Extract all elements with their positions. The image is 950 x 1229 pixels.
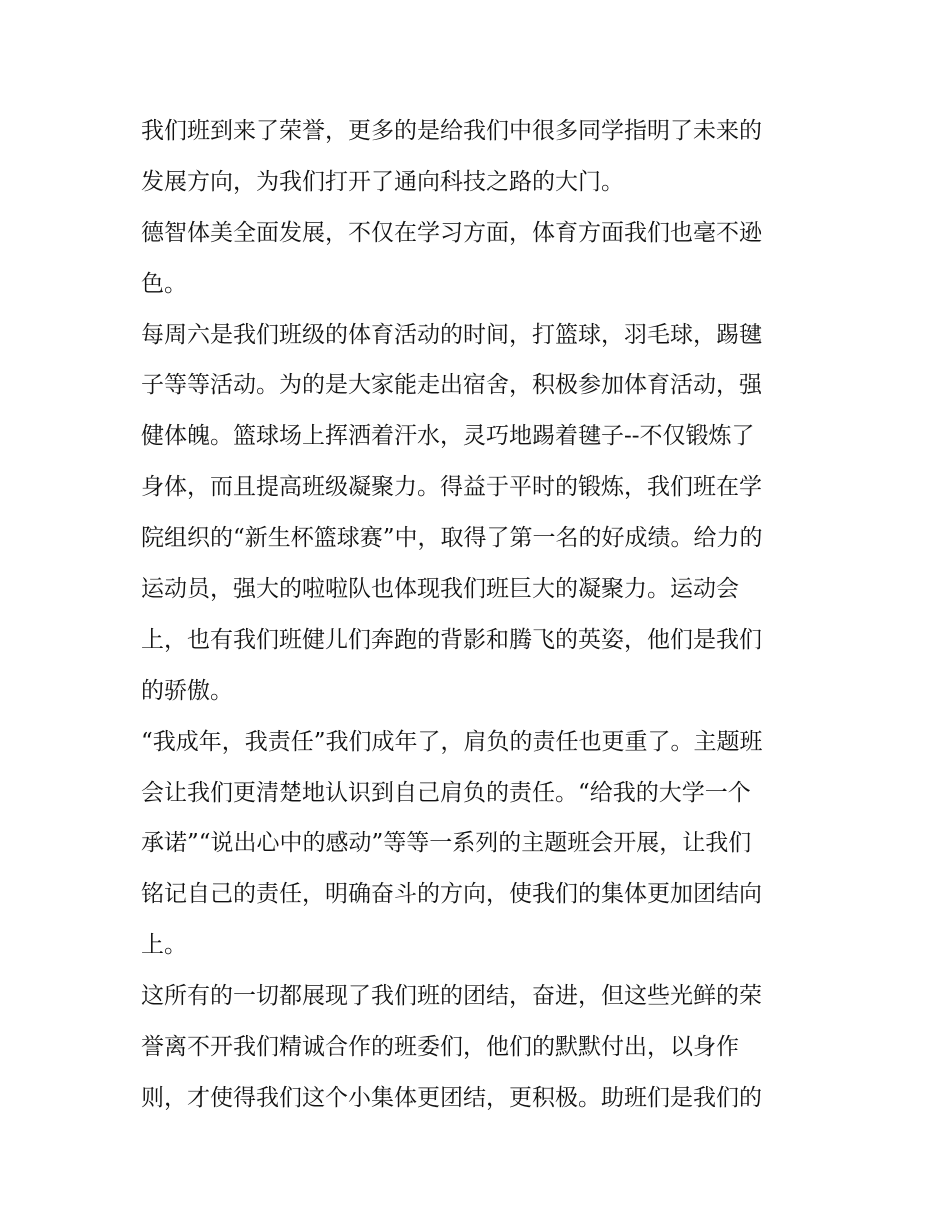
text-line: 我们班到来了荣誉，更多的是给我们中很多同学指明了未来的 — [141, 118, 762, 144]
text-line: 身体，而且提高班级凝聚力。得益于平时的锻炼，我们班在学 — [141, 474, 762, 501]
text-line: 承诺”“说出心中的感动”等等一系列的主题班会开展，让我们 — [141, 830, 752, 857]
text-line: 发展方向，为我们打开了通向科技之路的大门。 — [141, 168, 624, 195]
text-line: 铭记自己的责任，明确奋斗的方向，使我们的集体更加团结向 — [141, 881, 762, 908]
text-line: 的骄傲。 — [141, 677, 233, 704]
text-line: 每周六是我们班级的体育活动的时间，打篮球，羽毛球，踢毽 — [141, 321, 762, 348]
text-line: 院组织的“新生杯篮球赛”中，取得了第一名的好成绩。给力的 — [141, 525, 763, 552]
text-line: 会让我们更清楚地认识到自己肩负的责任。“给我的大学一个 — [141, 779, 751, 806]
text-line: 运动员，强大的啦啦队也体现我们班巨大的凝聚力。运动会 — [141, 576, 739, 603]
text-line: 誉离不开我们精诚合作的班委们，他们的默默付出，以身作 — [141, 1034, 739, 1061]
text-line: “我成年，我责任”我们成年了，肩负的责任也更重了。主题班 — [141, 728, 763, 755]
text-line: 上，也有我们班健儿们奔跑的背影和腾飞的英姿，他们是我们 — [141, 626, 762, 653]
text-line: 健体魄。篮球场上挥洒着汗水，灵巧地踢着毽子--不仅锻炼了 — [141, 423, 755, 450]
text-line: 子等等活动。为的是大家能走出宿舍，积极参加体育活动，强 — [141, 372, 762, 399]
text-line: 德智体美全面发展，不仅在学习方面，体育方面我们也毫不逊 — [141, 219, 762, 246]
body-text — [141, 106, 813, 1124]
text-line: 上。 — [141, 932, 187, 959]
text-line: 则，才使得我们这个小集体更团结，更积极。助班们是我们的 — [141, 1084, 762, 1111]
text-line: 色。 — [141, 270, 187, 297]
text-line: 这所有的一切都展现了我们班的团结，奋进，但这些光鲜的荣 — [141, 983, 762, 1010]
